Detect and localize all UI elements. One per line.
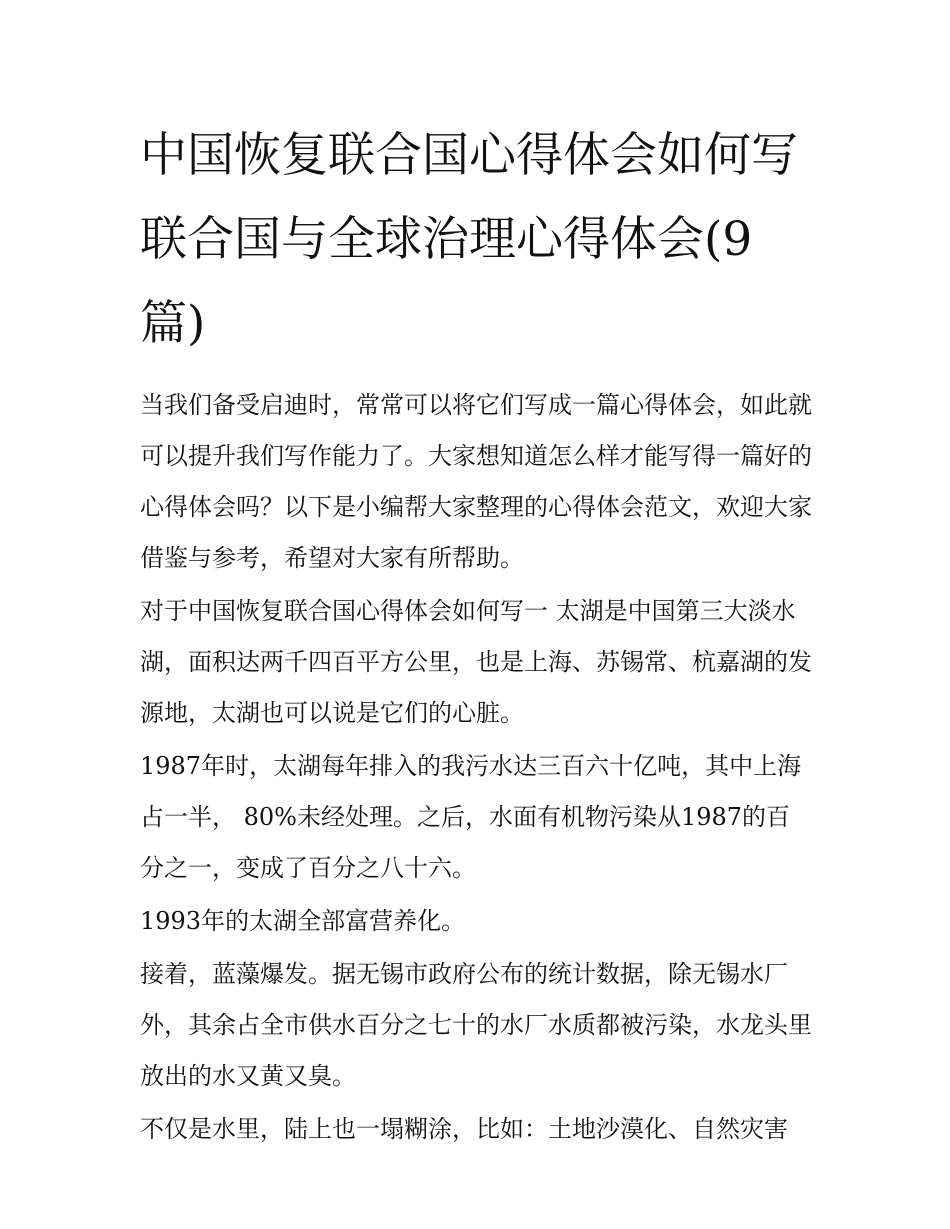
- body-paragraph-taihu-intro: 对于中国恢复联合国心得体会如何写一 太湖是中国第三大淡水湖，面积达两千四百平方公里，也是上海、苏锡常、杭嘉湖的发源地，太湖也可以说是它们的心脏。: [140, 597, 812, 727]
- intro-paragraph: 当我们备受启迪时，常常可以将它们写成一篇心得体会，如此就可以提升我们写作能力了。大家想知道怎么样才能写得一篇好的心得体会吗？以下是小编帮大家整理的心得体会范文，欢迎大家借鉴与参考，希望对大家有所帮助。: [140, 391, 812, 572]
- document-title: 中国恢复联合国心得体会如何写 联合国与全球治理心得体会(9篇): [140, 128, 798, 351]
- body-paragraph-1993: 1993年的太湖全部富营养化。: [140, 907, 466, 935]
- body-paragraph-algae: 接着，蓝藻爆发。据无锡市政府公布的统计数据，除无锡水厂外，其余占全市供水百分之七十的水厂水质都被污染，水龙头里放出的水又黄又臭。: [140, 960, 812, 1090]
- body-paragraph-1987: 1987年时，太湖每年排入的我污水达三百六十亿吨，其中上海占一半， 80%未经处理。之后，水面有机物污染从1987的百分之一，变成了百分之八十六。: [140, 752, 802, 882]
- document-body: [140, 114, 812, 1157]
- body-paragraph-land: 不仅是水里，陆上也一塌糊涂，比如：土地沙漠化、自然灾害: [140, 1115, 788, 1143]
